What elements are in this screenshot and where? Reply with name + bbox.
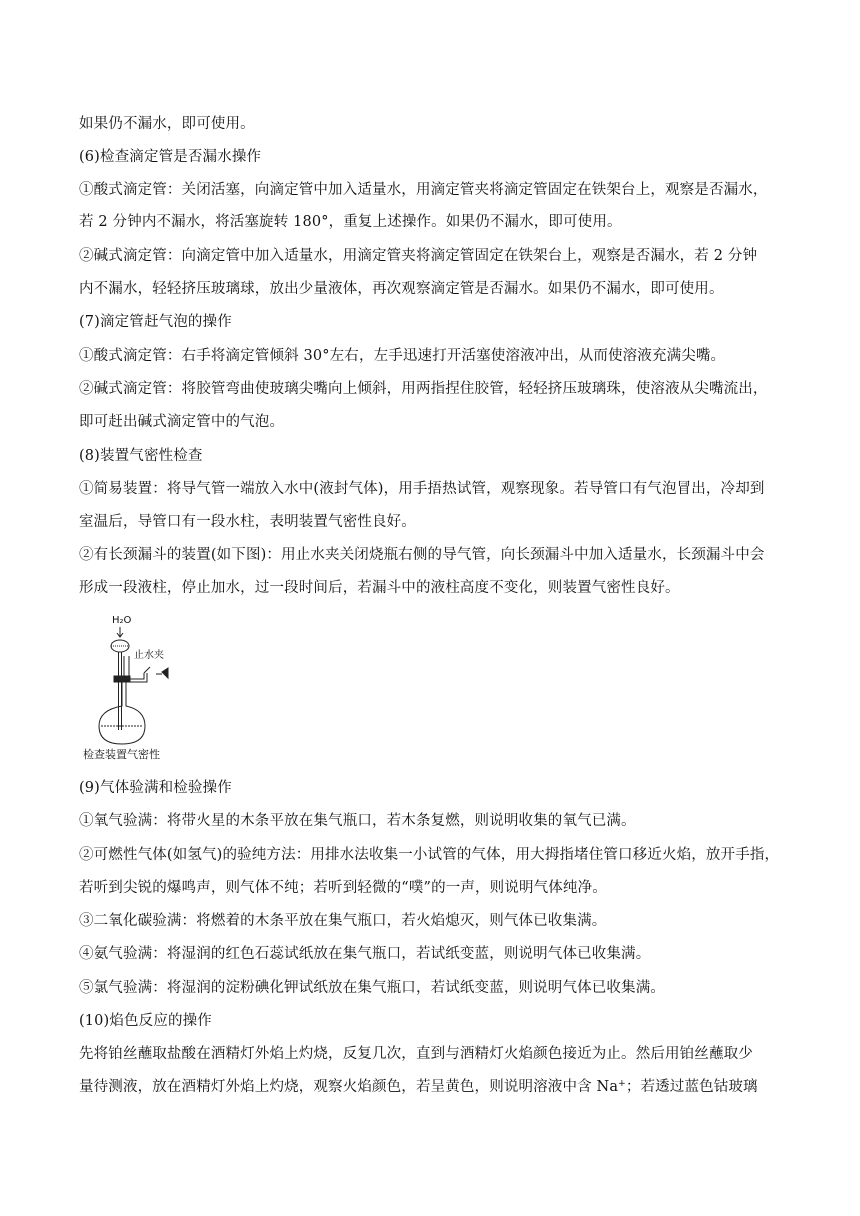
text-line: 若听到尖锐的爆鸣声，则气体不纯；若听到轻微的“噗”的一声，则说明气体纯净。 — [79, 880, 607, 896]
section-heading-10: (10)焰色反应的操作 — [79, 1013, 212, 1029]
text-segment: ；若透过蓝色钴玻璃 — [625, 1079, 758, 1095]
figure-clip-label: 止水夹 — [134, 650, 164, 661]
apparatus-drawing — [82, 612, 182, 746]
text-line: 先将铂丝蘸取盐酸在酒精灯外焰上灼烧，反复几次，直到与酒精灯火焰颜色接近为止。然后用铂丝蘸取少 — [79, 1046, 753, 1062]
text-line: ①酸式滴定管：右手将滴定管倾斜 30°左右，左手迅速打开活塞使溶液冲出，从而使溶液充满尖嘴。 — [79, 348, 726, 364]
text-line: ②可燃性气体(如氢气)的验纯方法：用排水法收集一小试管的气体，用大拇指堵住管口移近火焰，放开手指， — [79, 847, 780, 863]
section-heading-8: (8)装置气密性检查 — [79, 448, 203, 464]
text-line: 室温后，导管口有一段水柱，表明装置气密性良好。 — [79, 514, 416, 530]
text-line: ④氨气验满：将湿润的红色石蕊试纸放在集气瓶口，若试纸变蓝，则说明气体已收集满。 — [79, 946, 651, 962]
figure-h2o-label: H₂O — [112, 615, 132, 626]
section-heading-6: (6)检查滴定管是否漏水操作 — [79, 149, 262, 165]
text-line: ③二氧化碳验满：将燃着的木条平放在集气瓶口，若火焰熄灭，则气体已收集满。 — [79, 913, 607, 929]
section-heading-7: (7)滴定管赶气泡的操作 — [79, 314, 232, 330]
text-line: ②有长颈漏斗的装置(如下图)：用止水夹关闭烧瓶右侧的导气管，向长颈漏斗中加入适量水，长颈漏斗中会 — [79, 547, 765, 563]
text-line: ①简易装置：将导气管一端放入水中(液封气体)，用手捂热试管，观察现象。若导管口有气泡冒出，冷却到 — [79, 481, 765, 497]
text-segment: 量待测液，放在酒精灯外焰上灼烧，观察火焰颜色，若呈黄色，则说明溶液中含 Na — [79, 1079, 619, 1095]
section-heading-9: (9)气体验满和检验操作 — [79, 780, 232, 796]
text-line: ①酸式滴定管：关闭活塞，向滴定管中加入适量水，用滴定管夹将滴定管固定在铁架台上，观察是否漏水， — [79, 182, 768, 198]
text-line: ②碱式滴定管：向滴定管中加入适量水，用滴定管夹将滴定管固定在铁架台上，观察是否漏水，若 2 分钟 — [79, 248, 758, 264]
figure-caption: 检查装置气密性 — [83, 748, 160, 761]
text-line: ⑤氯气验满：将湿润的淀粉碘化钾试纸放在集气瓶口，若试纸变蓝，则说明气体已收集满。 — [79, 980, 665, 996]
text-line: 即可赶出碱式滴定管中的气泡。 — [79, 414, 285, 430]
text-line — [79, 1077, 799, 1097]
text-line: ②碱式滴定管：将胶管弯曲使玻璃尖嘴向上倾斜，用两指捏住胶管，轻轻挤压玻璃珠，使溶液从尖嘴流出， — [79, 381, 768, 397]
text-line: 若 2 分钟内不漏水，将活塞旋转 180°，重复上述操作。如果仍不漏水，即可使用。 — [79, 214, 622, 230]
text-line: 形成一段液柱，停止加水，过一段时间后，若漏斗中的液柱高度不变化，则装置气密性良好。 — [79, 580, 680, 596]
text-line: 如果仍不漏水，即可使用。 — [79, 116, 255, 132]
airtightness-apparatus-figure — [82, 612, 182, 764]
text-line: 内不漏水，轻轻挤压玻璃球，放出少量液体，再次观察滴定管是否漏水。如果仍不漏水，即可使用。 — [79, 281, 724, 297]
superscript-charge: + — [618, 1079, 626, 1089]
text-line: ①氧气验满：将带火星的木条平放在集气瓶口，若木条复燃，则说明收集的氧气已满。 — [79, 813, 636, 829]
